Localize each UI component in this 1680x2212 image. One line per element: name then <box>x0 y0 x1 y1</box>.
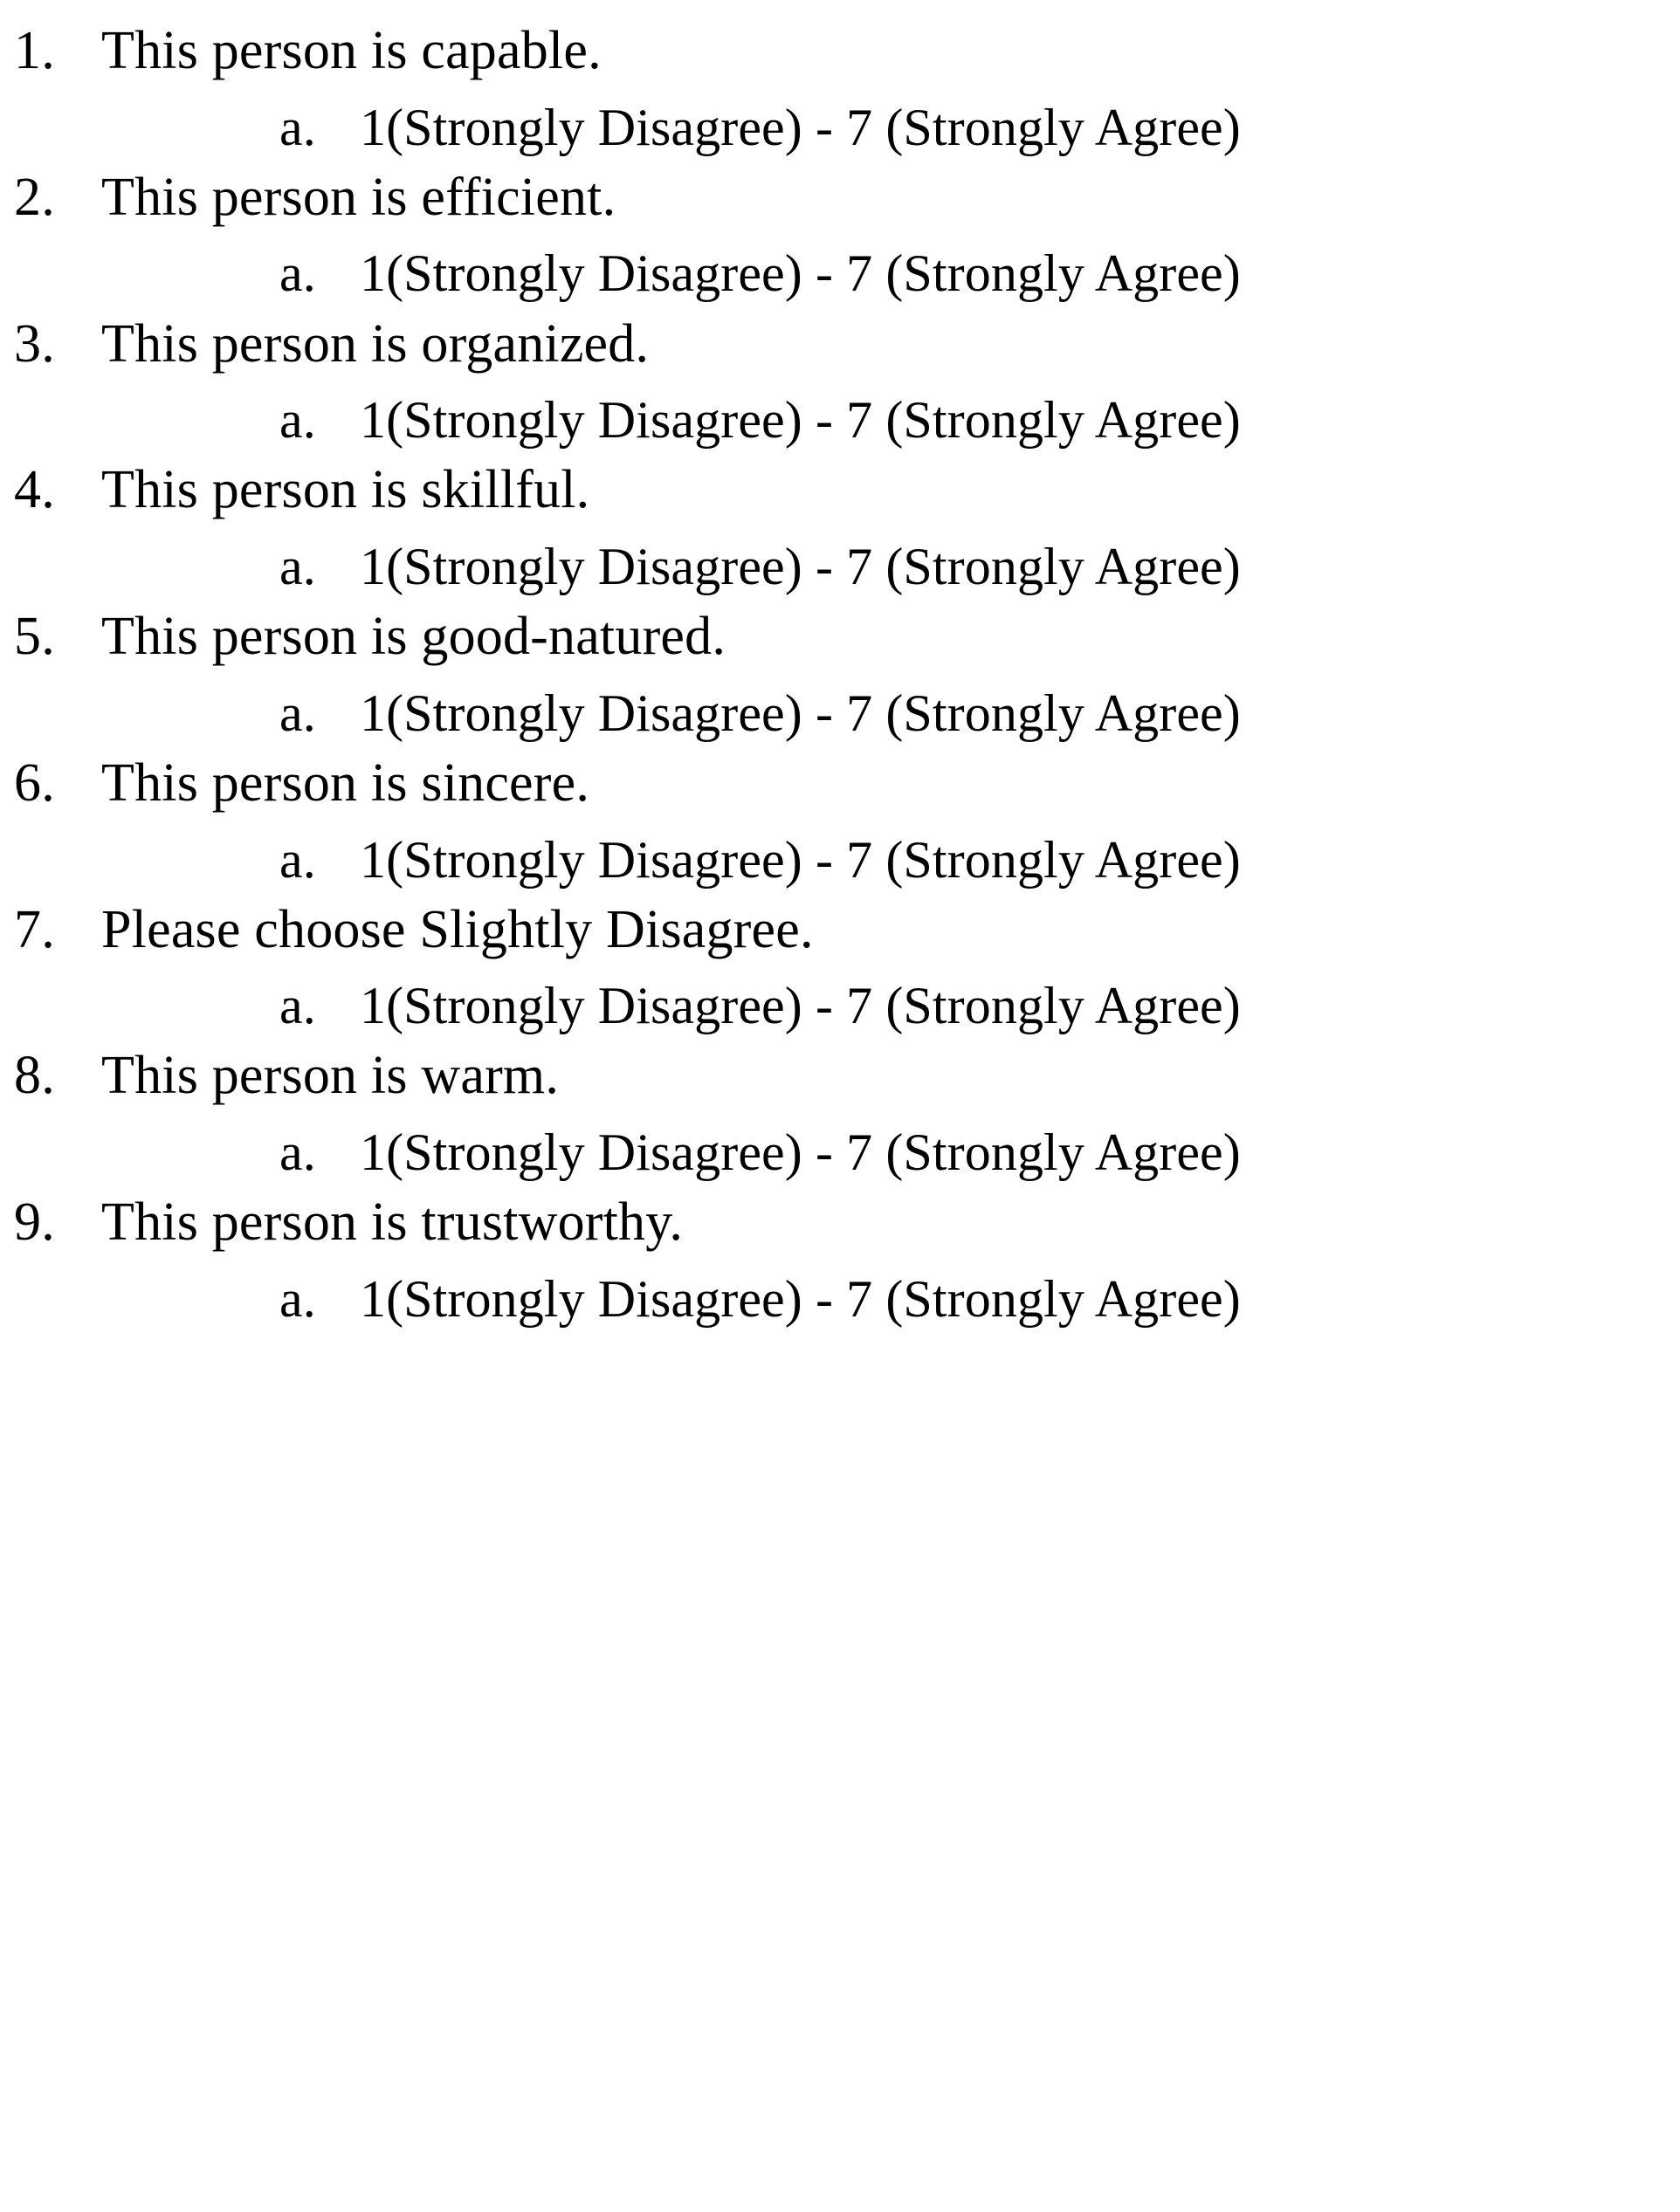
answer-line <box>0 239 1680 308</box>
question-line <box>0 162 1680 233</box>
list-item <box>0 601 1680 748</box>
list-item <box>0 16 1680 162</box>
question-text: This person is good-natured. <box>101 607 726 667</box>
answer-marker: a. <box>279 537 316 595</box>
answer-line <box>0 1265 1680 1334</box>
question-line <box>0 1041 1680 1111</box>
question-number: 5. <box>14 607 55 667</box>
question-number: 8. <box>14 1046 55 1106</box>
answer-scale-text: 1(Strongly Disagree) - 7 (Strongly Agree) <box>360 98 1241 156</box>
answer-scale-text: 1(Strongly Disagree) - 7 (Strongly Agree) <box>360 244 1241 303</box>
question-number: 3. <box>14 313 55 374</box>
list-item <box>0 748 1680 895</box>
answer-marker: a. <box>279 244 316 303</box>
answer-scale-text: 1(Strongly Disagree) - 7 (Strongly Agree) <box>360 830 1241 889</box>
answer-scale-text: 1(Strongly Disagree) - 7 (Strongly Agree) <box>360 1123 1241 1182</box>
list-item <box>0 1041 1680 1187</box>
question-text: This person is organized. <box>101 313 650 374</box>
question-number: 7. <box>14 899 55 959</box>
question-text: This person is sincere. <box>101 752 590 813</box>
list-item <box>0 895 1680 1041</box>
question-line <box>0 601 1680 672</box>
answer-scale-text: 1(Strongly Disagree) - 7 (Strongly Agree) <box>360 977 1241 1035</box>
answer-line <box>0 1118 1680 1187</box>
list-item <box>0 1187 1680 1334</box>
answer-line <box>0 972 1680 1041</box>
answer-scale-text: 1(Strongly Disagree) - 7 (Strongly Agree) <box>360 1269 1241 1328</box>
question-number: 9. <box>14 1192 55 1253</box>
answer-scale-text: 1(Strongly Disagree) - 7 (Strongly Agree) <box>360 684 1241 742</box>
answer-marker: a. <box>279 98 316 156</box>
question-text: This person is trustworthy. <box>101 1192 684 1253</box>
question-text: This person is capable. <box>101 21 602 80</box>
question-line <box>0 16 1680 86</box>
question-number: 4. <box>14 460 55 520</box>
question-text: This person is efficient. <box>101 167 616 227</box>
list-item <box>0 455 1680 601</box>
list-item <box>0 309 1680 456</box>
answer-line <box>0 93 1680 162</box>
question-line <box>0 895 1680 965</box>
question-line <box>0 455 1680 526</box>
answer-scale-text: 1(Strongly Disagree) - 7 (Strongly Agree) <box>360 391 1241 450</box>
question-text: This person is warm. <box>101 1046 560 1106</box>
question-number: 6. <box>14 752 55 813</box>
answer-line <box>0 386 1680 455</box>
answer-line <box>0 679 1680 748</box>
list-item <box>0 162 1680 309</box>
question-text: Please choose Slightly Disagree. <box>101 899 814 959</box>
question-number: 1. <box>14 21 55 80</box>
question-line <box>0 309 1680 380</box>
answer-marker: a. <box>279 830 316 889</box>
answer-scale-text: 1(Strongly Disagree) - 7 (Strongly Agree) <box>360 537 1241 595</box>
answer-marker: a. <box>279 1123 316 1182</box>
answer-line <box>0 532 1680 601</box>
answer-marker: a. <box>279 977 316 1035</box>
answer-line <box>0 826 1680 895</box>
question-line <box>0 1187 1680 1258</box>
answer-marker: a. <box>279 1269 316 1328</box>
answer-marker: a. <box>279 684 316 742</box>
answer-marker: a. <box>279 391 316 450</box>
question-number: 2. <box>14 167 55 227</box>
question-line <box>0 748 1680 819</box>
question-text: This person is skillful. <box>101 460 590 520</box>
